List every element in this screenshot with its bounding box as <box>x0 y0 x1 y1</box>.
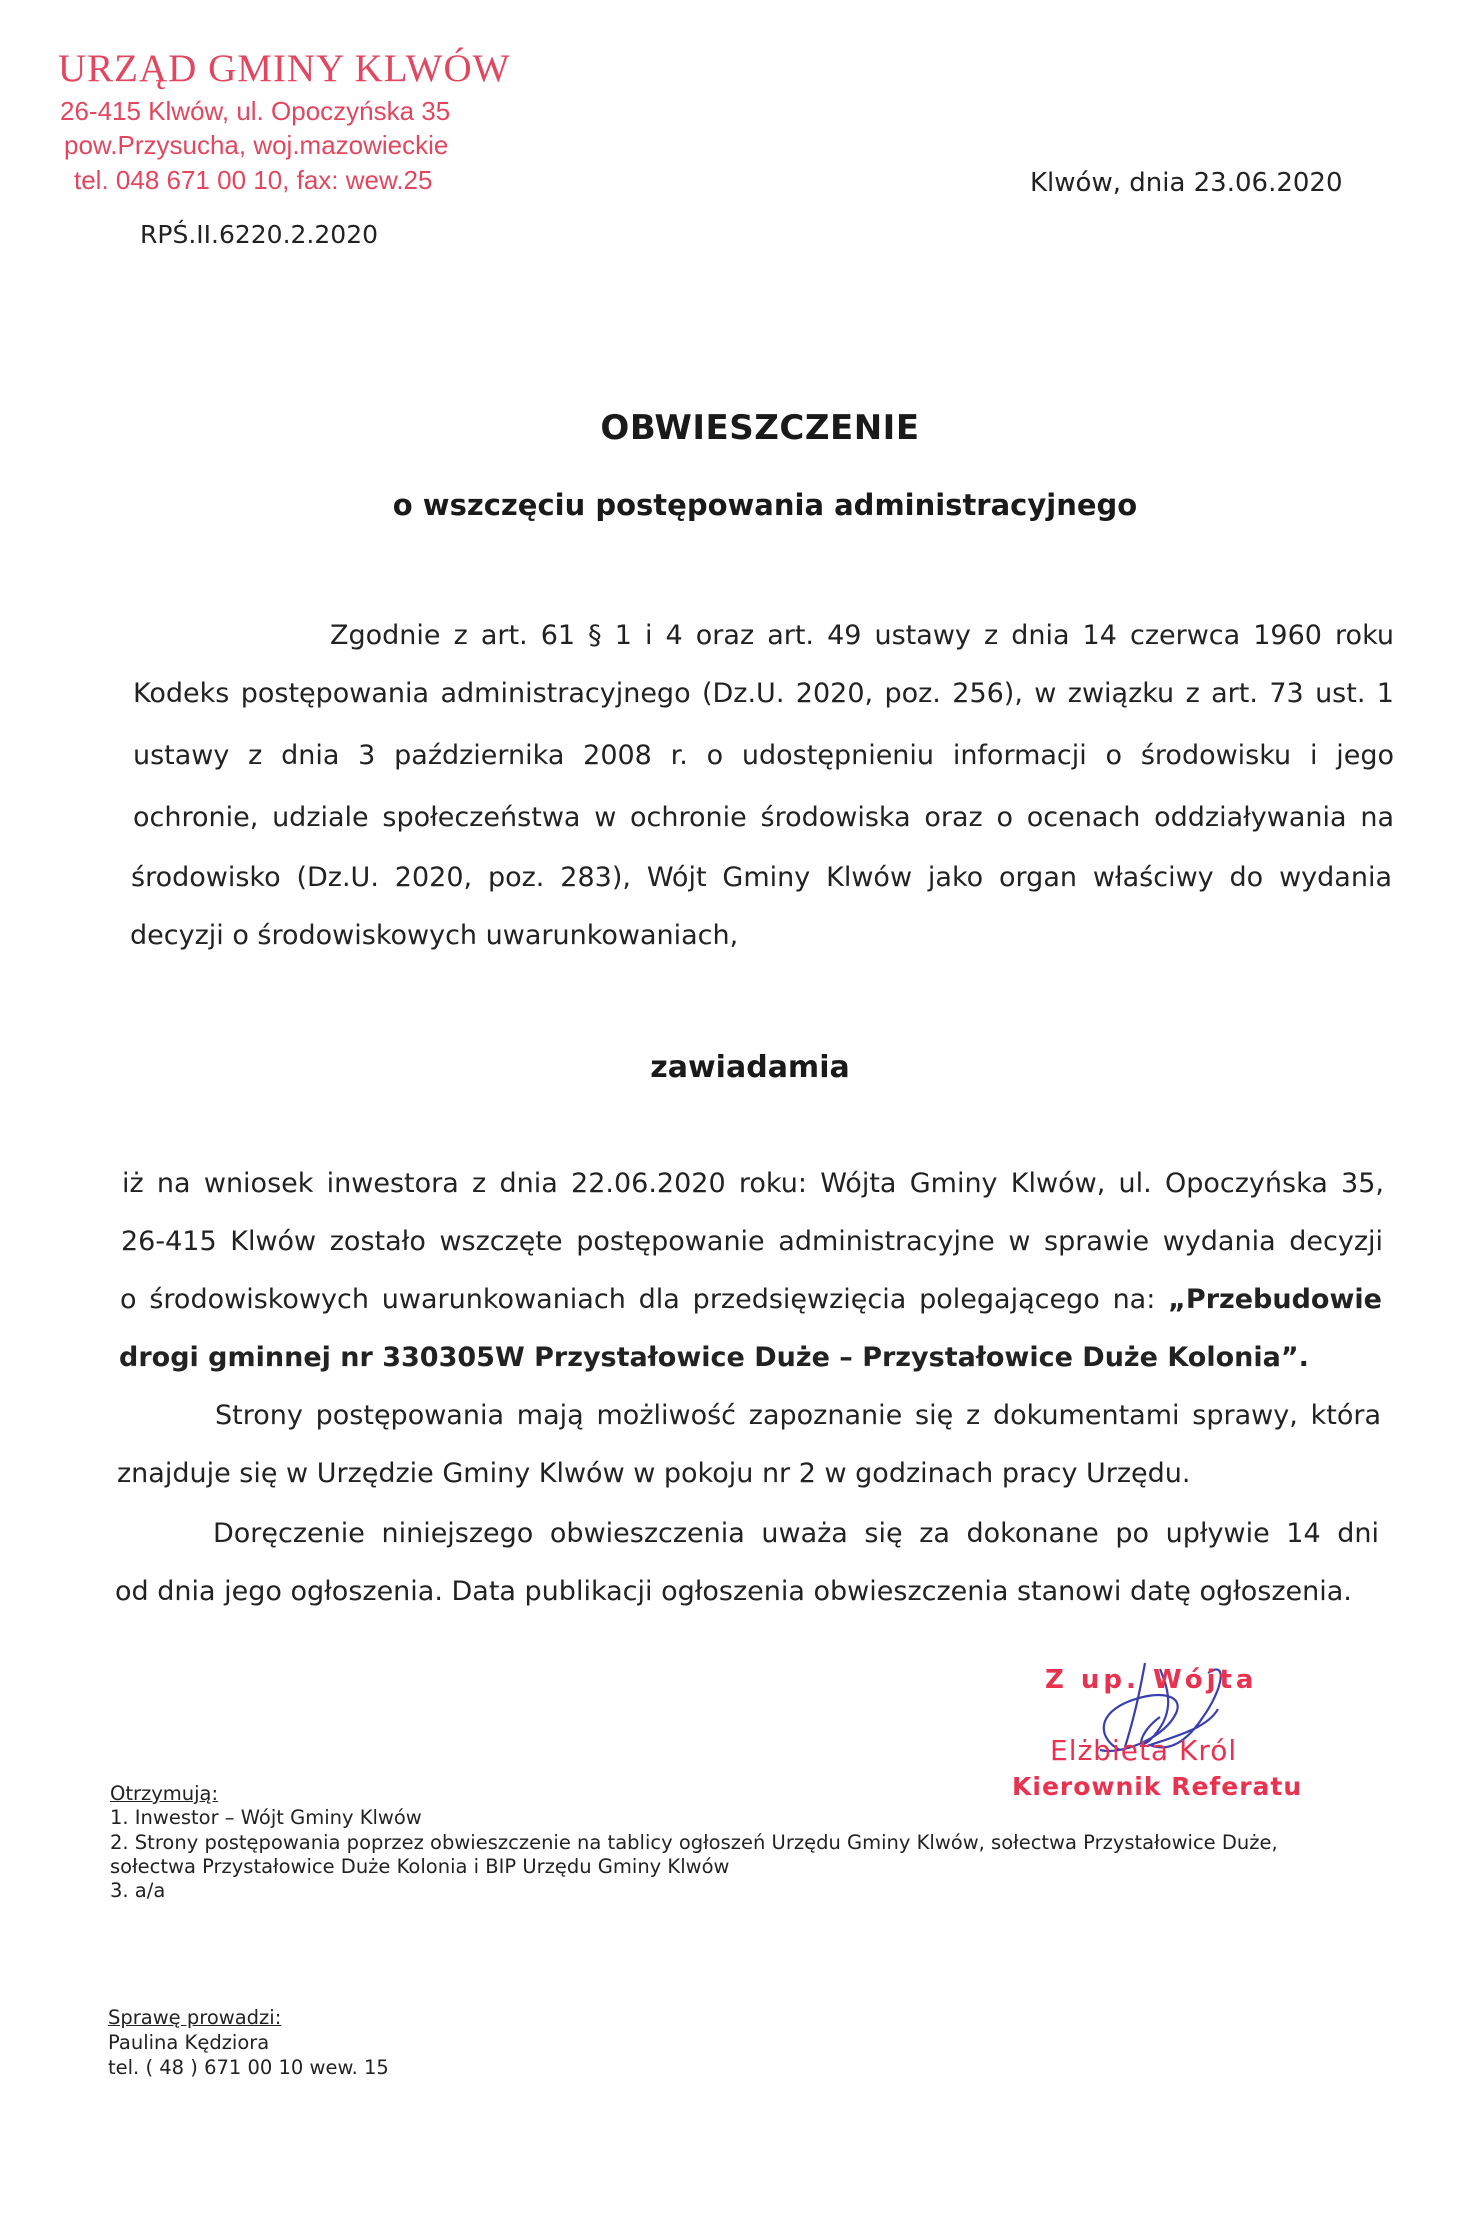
paragraph-line: Doręczenie niniejszego obwieszczenia uważa się za dokonane po upływie 14 dni <box>213 1518 1379 1549</box>
paragraph-line: decyzji o środowiskowych uwarunkowaniach, <box>130 920 739 951</box>
reference-number: RPŚ.II.6220.2.2020 <box>140 220 379 249</box>
paragraph-line-text: o środowiskowych uwarunkowaniach dla przedsięwzięcia polegającego na: <box>120 1284 1156 1315</box>
paragraph-line: Kodeks postępowania administracyjnego (Dz.U. 2020, poz. 256), w związku z art. 73 ust. 1 <box>133 678 1394 709</box>
paragraph-line: iż na wniosek inwestora z dnia 22.06.2020 roku: Wójta Gminy Klwów, ul. Opoczyńska 35, <box>122 1168 1384 1199</box>
place-date: Klwów, dnia 23.06.2020 <box>1030 168 1343 198</box>
project-name-end: drogi gminnej nr 330305W Przystałowice Duże – Przystałowice Duże Kolonia”. <box>119 1342 1309 1373</box>
case-handler-phone: tel. ( 48 ) 671 00 10 wew. 15 <box>108 2056 389 2079</box>
document-subtitle: o wszczęciu postępowania administracyjnego <box>392 488 1138 522</box>
paragraph-line: środowisko (Dz.U. 2020, poz. 283), Wójt Gminy Klwów jako organ właściwy do wydania <box>131 862 1392 893</box>
paragraph-line: od dnia jego ogłoszenia. Data publikacji ogłoszenia obwieszczenia stanowi datę ogłoszenia. <box>115 1576 1352 1607</box>
recipients-heading: Otrzymują: <box>110 1782 219 1805</box>
recipient-item: 1. Inwestor – Wójt Gminy Klwów <box>110 1806 422 1829</box>
paragraph-line: Strony postępowania mają możliwość zapoznanie się z dokumentami sprawy, która <box>215 1400 1381 1431</box>
recipient-item: 3. a/a <box>110 1879 166 1902</box>
case-handler-name: Paulina Kędziora <box>108 2031 270 2054</box>
office-stamp-contact: tel. 048 671 00 10, fax: wew.25 <box>74 165 433 195</box>
office-stamp-region: pow.Przysucha, woj.mazowieckie <box>64 130 449 160</box>
paragraph-line: znajduje się w Urzędzie Gminy Klwów w pokoju nr 2 w godzinach pracy Urzędu. <box>117 1458 1191 1489</box>
office-stamp-title: URZĄD GMINY KLWÓW <box>58 47 511 90</box>
project-name-start: „Przebudowie <box>1168 1284 1382 1315</box>
signature-stamp-position: Kierownik Referatu <box>1012 1772 1303 1801</box>
case-handler-heading: Sprawę prowadzi: <box>108 2006 282 2029</box>
paragraph-line: ochronie, udziale społeczeństwa w ochronie środowiska oraz o ocenach oddziaływania na <box>133 802 1394 833</box>
document-title: OBWIESZCZENIE <box>600 408 920 448</box>
paragraph-line: 26-415 Klwów zostało wszczęte postępowanie administracyjne w sprawie wydania decyzji <box>121 1226 1383 1257</box>
signature-stamp-name: Elżbieta Król <box>1050 1734 1238 1767</box>
paragraph-line <box>120 1284 1382 1315</box>
announcement-word: zawiadamia <box>650 1050 850 1085</box>
paragraph-line: Zgodnie z art. 61 § 1 i 4 oraz art. 49 ustawy z dnia 14 czerwca 1960 roku <box>330 620 1394 651</box>
signature-stamp-authority: Z up. Wójta <box>1045 1665 1258 1695</box>
paragraph-line: ustawy z dnia 3 października 2008 r. o udostępnieniu informacji o środowisku i jego <box>133 740 1394 771</box>
recipient-item: 2. Strony postępowania poprzez obwieszczenie na tablicy ogłoszeń Urzędu Gminy Klwów, sołectwa Przystałowice Duże, <box>110 1831 1278 1854</box>
recipient-item: sołectwa Przystałowice Duże Kolonia i BIP Urzędu Gminy Klwów <box>110 1855 730 1878</box>
office-stamp-address: 26-415 Klwów, ul. Opoczyńska 35 <box>60 96 451 126</box>
